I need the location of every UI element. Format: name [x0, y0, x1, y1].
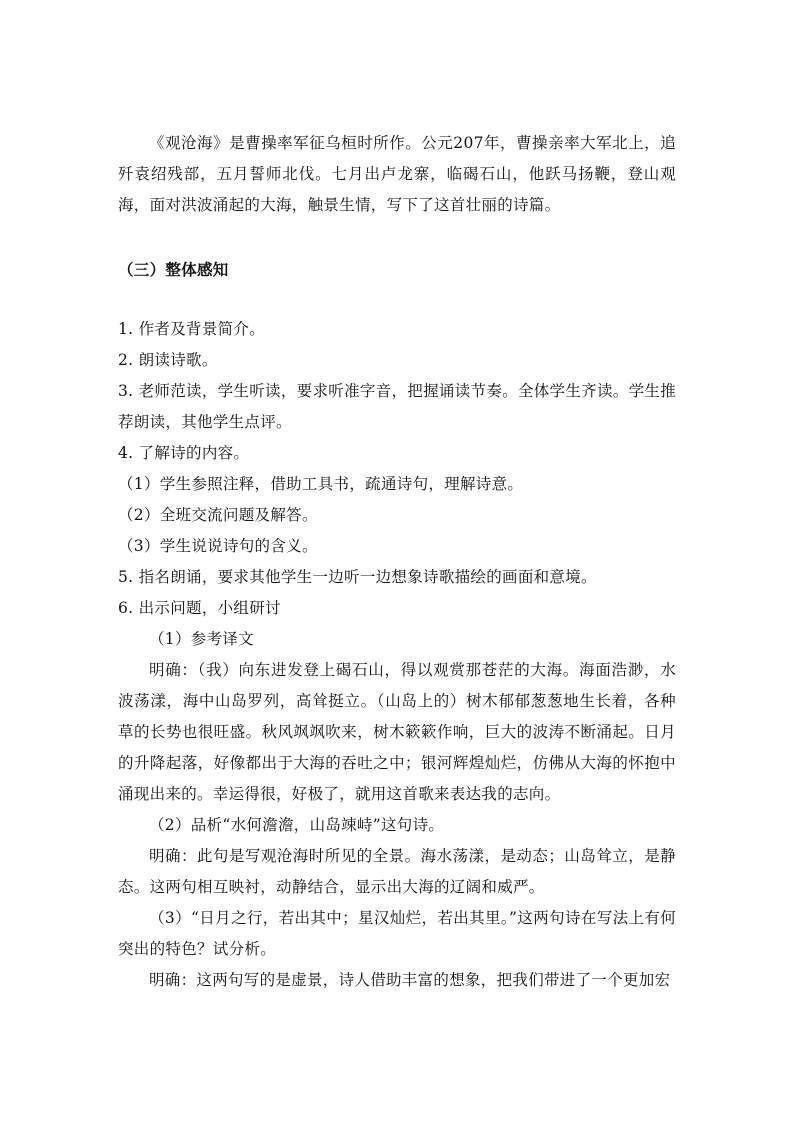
question-2-label: （2）品析“水何澹澹，山岛竦峙”这句诗。	[149, 816, 445, 834]
question-2-answer: 明确：此句是写观沧海时所见的全景。海水荡漾，是动态；山岛耸立，是静态。这两句相互映衬，动静结合，显示出大海的辽阔和威严。	[118, 847, 676, 896]
spacer	[118, 221, 676, 255]
step-item: 2. 朗读诗歌。	[118, 351, 218, 369]
section-heading: （三）整体感知	[118, 261, 229, 279]
sub-step-item: （1）学生参照注释，借助工具书，疏通诗句，理解诗意。	[118, 475, 524, 493]
question-3-label: （3）“日月之行，若出其中；星汉灿烂，若出其里。”这两句诗在写法上有何突出的特色？试分析。	[118, 909, 676, 958]
question-1-answer: 明确：（我）向东进发登上碣石山，得以观赏那苍茫的大海。海面浩渺，水波荡漾，海中山岛罗列，高耸挺立。（山岛上的）树木郁郁葱葱地生长着，各种草的长势也很旺盛。秋风飒飒吹来，树木簌簌作响，巨大的波涛不断涌起。日月的升降起落，好像都出于大海的吞吐之中；银河辉煌灿烂，仿佛从大海的怀抱中涌现出来的。幸运得很，好极了，就用这首歌来表达我的志向。	[118, 661, 676, 803]
question-1-label: （1）参考译文	[149, 630, 254, 648]
step-item: 1. 作者及背景简介。	[118, 320, 266, 338]
step-item: 3. 老师范读，学生听读，要求听准字音，把握诵读节奏。全体学生齐读。学生推荐朗读，其他学生点评。	[118, 382, 676, 431]
question-3-answer: 明确：这两句写的是虚景，诗人借助丰富的想象，把我们带进了一个更加宏	[149, 971, 671, 989]
step-item: 4. 了解诗的内容。	[118, 444, 250, 462]
step-item: 5. 指名朗诵，要求其他学生一边听一边想象诗歌描绘的画面和意境。	[118, 568, 597, 586]
document-body	[118, 128, 676, 996]
intro-paragraph: 《观沧海》是曹操率军征乌桓时所作。公元207年，曹操亲率大军北上，追歼袁绍残部，五月誓师北伐。七月出卢龙寨，临碣石山，他跃马扬鞭，登山观海，面对洪波涌起的大海，触景生情，写下了这首壮丽的诗篇。	[118, 134, 676, 214]
step-item: 6. 出示问题，小组研讨	[118, 599, 281, 617]
sub-step-item: （3）学生说说诗句的含义。	[118, 537, 318, 555]
spacer	[118, 286, 676, 314]
sub-step-item: （2）全班交流问题及解答。	[118, 506, 318, 524]
